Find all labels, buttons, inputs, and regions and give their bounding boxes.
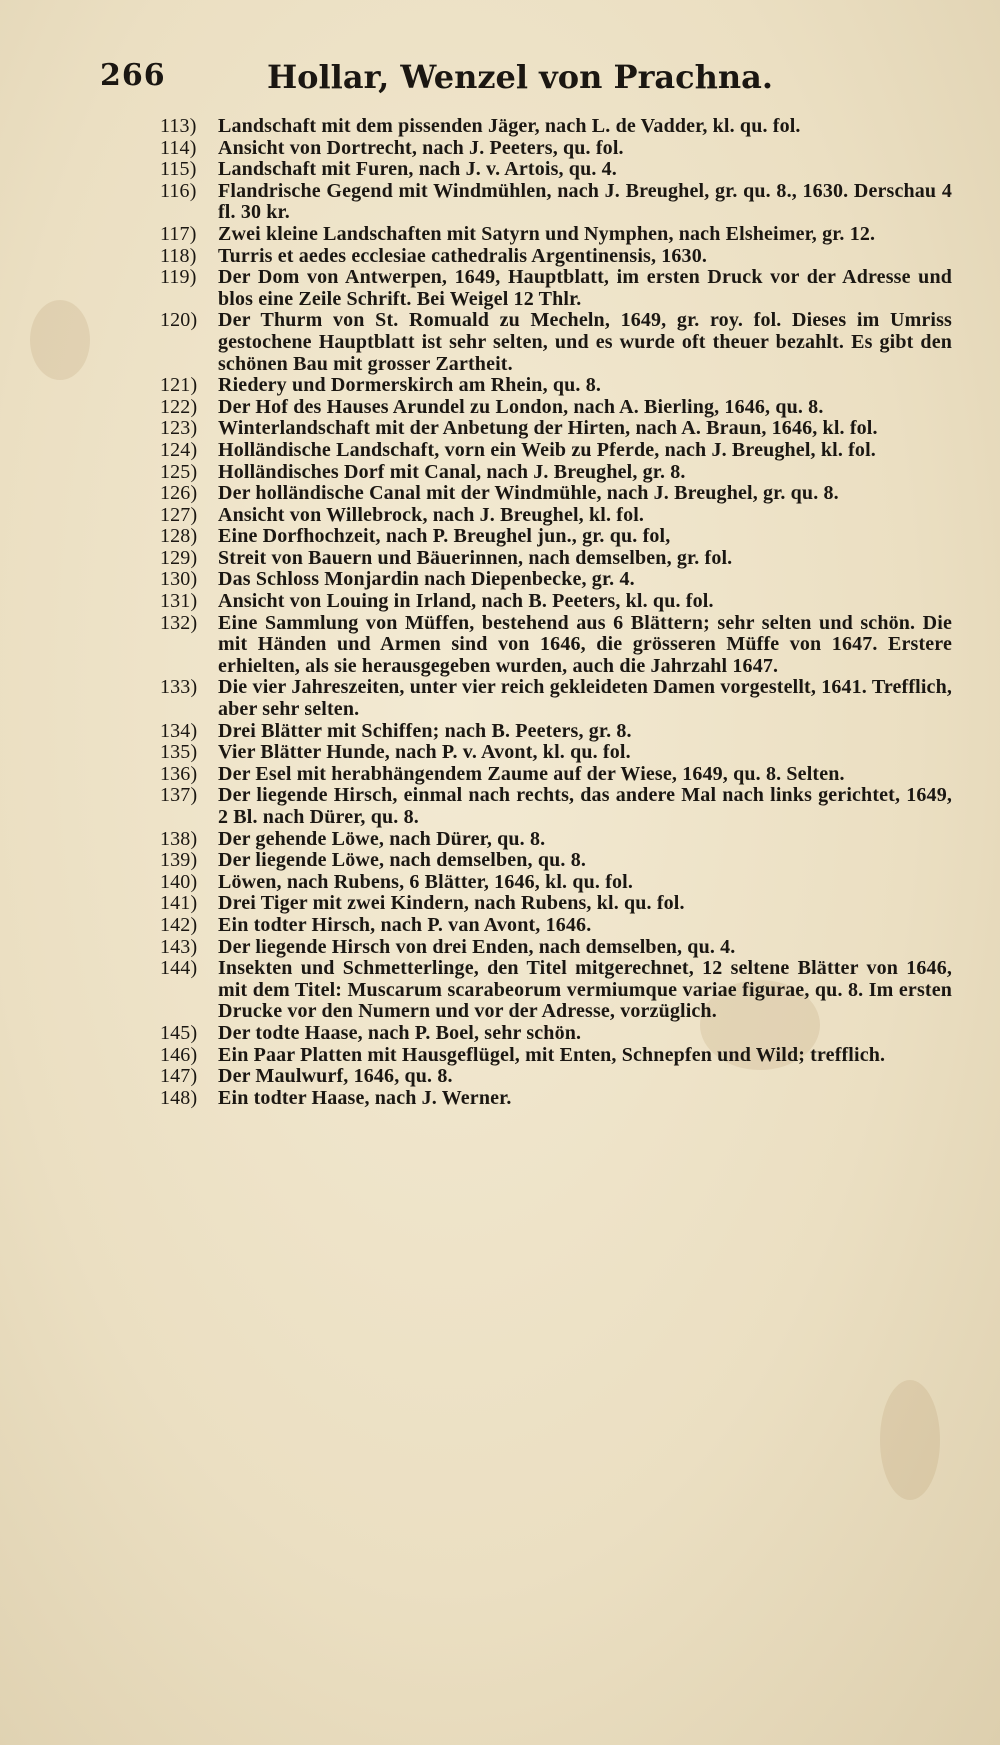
catalogue-entry bbox=[160, 958, 952, 1023]
entry-number: 142) bbox=[160, 913, 198, 936]
entry-number: 116) bbox=[160, 179, 197, 202]
catalogue-entry bbox=[160, 1088, 952, 1110]
entry-number: 114) bbox=[160, 136, 197, 159]
entry-number: 117) bbox=[160, 222, 197, 245]
entry-number: 127) bbox=[160, 503, 198, 526]
catalogue-entry bbox=[160, 548, 952, 570]
page-number: 266 bbox=[100, 58, 166, 93]
entry-text: Drei Tiger mit zwei Kindern, nach Rubens, kl. qu. fol. bbox=[218, 892, 685, 915]
entry-number: 143) bbox=[160, 935, 198, 958]
catalogue-entry bbox=[160, 721, 952, 743]
catalogue-entry bbox=[160, 569, 952, 591]
catalogue-entries bbox=[160, 116, 952, 1109]
entry-text: Der Hof des Hauses Arundel zu London, nach A. Bierling, 1646, qu. 8. bbox=[218, 395, 824, 418]
entry-number: 118) bbox=[160, 244, 197, 267]
entry-text: Ein todter Haase, nach J. Werner. bbox=[218, 1086, 512, 1109]
catalogue-entry bbox=[160, 310, 952, 375]
catalogue-entry bbox=[160, 764, 952, 786]
entry-number: 131) bbox=[160, 590, 198, 613]
catalogue-entry bbox=[160, 526, 952, 548]
catalogue-entry bbox=[160, 159, 952, 181]
entry-text: Die vier Jahreszeiten, unter vier reich gekleideten Damen vorgestellt, 1641. Trefflich, aber sehr selten. bbox=[218, 676, 952, 721]
catalogue-entry bbox=[160, 742, 952, 764]
entry-text: Der liegende Hirsch von drei Enden, nach demselben, qu. 4. bbox=[218, 935, 736, 958]
entry-text: Der Maulwurf, 1646, qu. 8. bbox=[218, 1065, 453, 1088]
catalogue-entry bbox=[160, 138, 952, 160]
entry-text: Zwei kleine Landschaften mit Satyrn und Nymphen, nach Elsheimer, gr. 12. bbox=[218, 222, 876, 245]
entry-number: 123) bbox=[160, 417, 198, 440]
catalogue-entry bbox=[160, 872, 952, 894]
catalogue-entry bbox=[160, 785, 952, 828]
entry-text: Der Thurm von St. Romuald zu Mecheln, 1649, gr. roy. fol. Dieses im Umriss gestochene Hauptblatt ist sehr selten, und es wurde oft theuer bezahlt. Es gibt den schönen Bau mit grosser Zartheit. bbox=[218, 309, 952, 375]
catalogue-entry bbox=[160, 677, 952, 720]
entry-text: Der Dom von Antwerpen, 1649, Hauptblatt, im ersten Druck vor der Adresse und blos eine Zeile Schrift. Bei Weigel 12 Thlr. bbox=[218, 266, 952, 310]
entry-text: Flandrische Gegend mit Windmühlen, nach J. Breughel, gr. qu. 8., 1630. Derschau 4 fl. 30 kr. bbox=[218, 179, 952, 224]
catalogue-entry bbox=[160, 246, 952, 268]
entry-text: Drei Blätter mit Schiffen; nach B. Peeters, gr. 8. bbox=[218, 719, 632, 742]
entry-text: Ansicht von Dortrecht, nach J. Peeters, qu. fol. bbox=[218, 136, 624, 159]
entry-text: Ansicht von Willebrock, nach J. Breughel, kl. fol. bbox=[218, 503, 645, 526]
catalogue-entry bbox=[160, 1023, 952, 1045]
entry-text: Eine Dorfhochzeit, nach P. Breughel jun., gr. qu. fol, bbox=[218, 525, 671, 548]
entry-number: 125) bbox=[160, 460, 198, 483]
entry-number: 124) bbox=[160, 438, 198, 461]
entry-text: Löwen, nach Rubens, 6 Blätter, 1646, kl. qu. fol. bbox=[218, 870, 634, 893]
catalogue-entry bbox=[160, 224, 952, 246]
entry-text: Der gehende Löwe, nach Dürer, qu. 8. bbox=[218, 827, 546, 850]
entry-text: Ein Paar Platten mit Hausgeflügel, mit Enten, Schnepfen und Wild; trefflich. bbox=[218, 1043, 886, 1066]
entry-number: 139) bbox=[160, 849, 198, 872]
entry-number: 148) bbox=[160, 1086, 198, 1109]
catalogue-entry bbox=[160, 505, 952, 527]
catalogue-entry bbox=[160, 440, 952, 462]
entry-text: Insekten und Schmetterlinge, den Titel mitgerechnet, 12 seltene Blätter von 1646, mit dem Titel: Muscarum scarabeorum vermiumque variae figurae, qu. 8. Im ersten Drucke vor den Numern und vor der Adresse, vorzüglich. bbox=[218, 957, 952, 1023]
catalogue-entry bbox=[160, 850, 952, 872]
entry-text: Der liegende Hirsch, einmal nach rechts, das andere Mal nach links gerichtet, 1649, 2 Bl. nach Dürer, qu. 8. bbox=[218, 784, 952, 828]
catalogue-entry bbox=[160, 915, 952, 937]
entry-number: 136) bbox=[160, 762, 198, 785]
entry-number: 141) bbox=[160, 892, 198, 915]
entry-text: Holländisches Dorf mit Canal, nach J. Breughel, gr. 8. bbox=[218, 460, 686, 483]
entry-text: Vier Blätter Hunde, nach P. v. Avont, kl. qu. fol. bbox=[218, 741, 631, 764]
entry-number: 138) bbox=[160, 827, 198, 850]
entry-number: 147) bbox=[160, 1065, 198, 1088]
entry-text: Landschaft mit dem pissenden Jäger, nach L. de Vadder, kl. qu. fol. bbox=[218, 115, 801, 137]
paper-stain bbox=[880, 1380, 940, 1500]
entry-number: 120) bbox=[160, 309, 198, 332]
entry-number: 137) bbox=[160, 784, 198, 807]
entry-text: Das Schloss Monjardin nach Diepenbecke, gr. 4. bbox=[218, 568, 635, 591]
entry-text: Turris et aedes ecclesiae cathedralis Argentinensis, 1630. bbox=[218, 244, 708, 267]
entry-number: 134) bbox=[160, 719, 198, 742]
entry-text: Der Esel mit herabhängendem Zaume auf der Wiese, 1649, qu. 8. Selten. bbox=[218, 762, 845, 785]
catalogue-entry bbox=[160, 181, 952, 224]
entry-text: Eine Sammlung von Müffen, bestehend aus 6 Blättern; sehr selten und schön. Die mit Händen und Armen sind von 1646, die grösseren Müffe von 1647. Erstere erhielten, als sie herausgegeben wurden, auch die Jahrzahl 1647. bbox=[218, 611, 952, 677]
entry-number: 135) bbox=[160, 741, 198, 764]
entry-number: 140) bbox=[160, 870, 198, 893]
entry-number: 130) bbox=[160, 568, 198, 591]
entry-text: Der todte Haase, nach P. Boel, sehr schön. bbox=[218, 1021, 582, 1044]
catalogue-entry bbox=[160, 829, 952, 851]
catalogue-entry bbox=[160, 267, 952, 310]
entry-text: Landschaft mit Furen, nach J. v. Artois, qu. 4. bbox=[218, 158, 617, 181]
entry-text: Holländische Landschaft, vorn ein Weib zu Pferde, nach J. Breughel, kl. fol. bbox=[218, 438, 876, 461]
entry-number: 121) bbox=[160, 374, 198, 397]
catalogue-entry bbox=[160, 591, 952, 613]
entry-text: Der liegende Löwe, nach demselben, qu. 8. bbox=[218, 849, 587, 872]
running-title: Hollar, Wenzel von Prachna. bbox=[266, 58, 774, 96]
paper-stain bbox=[30, 300, 90, 380]
catalogue-entry bbox=[160, 375, 952, 397]
catalogue-entry bbox=[160, 937, 952, 959]
entry-number: 122) bbox=[160, 395, 198, 418]
catalogue-entry bbox=[160, 613, 952, 678]
entry-number: 129) bbox=[160, 546, 198, 569]
catalogue-entry bbox=[160, 1066, 952, 1088]
entry-number: 119) bbox=[160, 266, 197, 289]
entry-text: Winterlandschaft mit der Anbetung der Hirten, nach A. Braun, 1646, kl. fol. bbox=[218, 417, 878, 440]
catalogue-entry bbox=[160, 397, 952, 419]
entry-number: 115) bbox=[160, 158, 197, 181]
entry-number: 144) bbox=[160, 957, 198, 980]
entry-number: 146) bbox=[160, 1043, 198, 1066]
entry-number: 126) bbox=[160, 482, 198, 505]
catalogue-entry bbox=[160, 1045, 952, 1067]
entry-number: 133) bbox=[160, 676, 198, 699]
entry-text: Der holländische Canal mit der Windmühle, nach J. Breughel, gr. qu. 8. bbox=[218, 482, 839, 505]
entry-text: Riedery und Dormerskirch am Rhein, qu. 8. bbox=[218, 374, 602, 397]
page-header bbox=[100, 52, 940, 102]
entry-number: 113) bbox=[160, 115, 197, 137]
entry-text: Ansicht von Louing in Irland, nach B. Peeters, kl. qu. fol. bbox=[218, 590, 714, 613]
catalogue-entry bbox=[160, 462, 952, 484]
entry-number: 145) bbox=[160, 1021, 198, 1044]
catalogue-entry bbox=[160, 893, 952, 915]
entry-number: 132) bbox=[160, 611, 198, 634]
entry-number: 128) bbox=[160, 525, 198, 548]
catalogue-entry bbox=[160, 116, 952, 138]
catalogue-entry bbox=[160, 483, 952, 505]
entry-text: Ein todter Hirsch, nach P. van Avont, 1646. bbox=[218, 913, 592, 936]
entry-text: Streit von Bauern und Bäuerinnen, nach demselben, gr. fol. bbox=[218, 546, 733, 569]
catalogue-entry bbox=[160, 418, 952, 440]
